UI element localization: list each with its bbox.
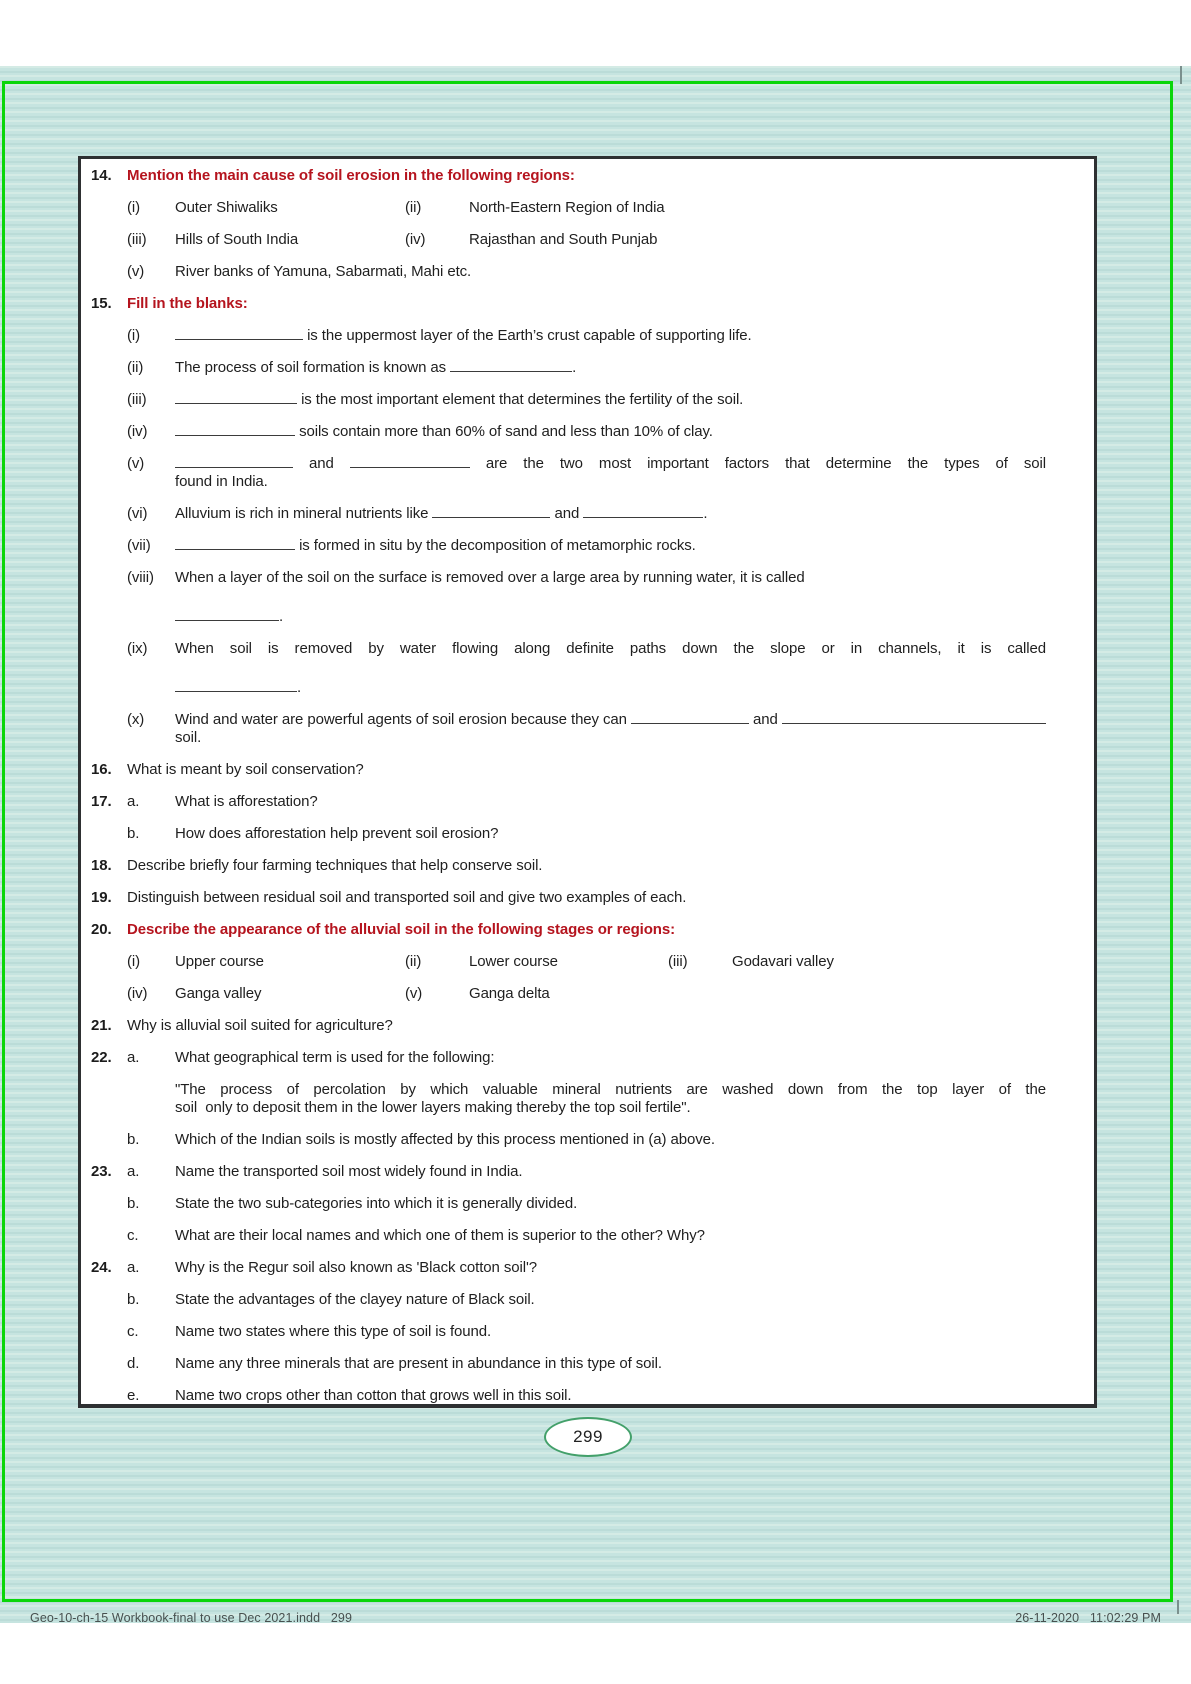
question-number: 19. <box>91 889 112 906</box>
question-subrow <box>91 1099 1046 1117</box>
question-text <box>175 391 1046 409</box>
fill-blank <box>175 432 295 436</box>
question-text <box>127 889 1046 907</box>
text-segment: Distinguish between residual soil and transported soil and give two examples of each. <box>127 889 687 906</box>
question-text <box>175 1081 1046 1099</box>
subitem-text: Upper course <box>175 953 264 970</box>
question-subrow <box>91 1387 1046 1405</box>
question-subrow <box>91 679 1046 697</box>
question-subrow <box>91 199 1046 217</box>
subitem-marker: (v) <box>127 263 145 280</box>
question-subrow <box>91 640 1046 658</box>
subitem-marker: (vi) <box>127 505 148 522</box>
question-text <box>175 1259 1046 1277</box>
text-segment: The process of soil formation is known as <box>175 359 451 376</box>
text-segment: Wind and water are powerful agents of soil erosion because they can <box>175 711 631 728</box>
subitem-marker: b. <box>127 825 140 842</box>
fill-blank <box>175 546 295 550</box>
questions-list <box>91 167 1046 1408</box>
subitem-marker: (ii) <box>405 953 422 970</box>
fill-blank <box>583 514 703 518</box>
text-segment: found in India. <box>175 473 268 490</box>
text-segment: and <box>293 455 350 472</box>
subitem-text: Rajasthan and South Punjab <box>469 231 658 248</box>
question-row <box>91 793 1046 811</box>
subitem-marker: b. <box>127 1291 140 1308</box>
question-subrow <box>91 825 1046 843</box>
workbook-page-background <box>0 66 1191 1623</box>
question-text <box>175 1227 1046 1245</box>
subitem-marker: e. <box>127 1387 140 1404</box>
question-text <box>175 263 1046 281</box>
question-subrow <box>91 359 1046 377</box>
question-text <box>175 679 1046 697</box>
questions-box <box>78 156 1097 1408</box>
subitem-marker: (ix) <box>127 640 148 657</box>
column-row <box>127 231 1046 249</box>
question-subrow <box>91 1355 1046 1373</box>
text-segment: When soil is removed by water flowing along definite paths down the slope or in channels, it is called <box>175 640 1046 657</box>
text-segment: are the two most important factors that determine the types of soil <box>469 455 1046 472</box>
text-segment: Why is the Regur soil also known as 'Black cotton soil'? <box>175 1259 537 1276</box>
question-text <box>175 1387 1046 1405</box>
text-segment: River banks of Yamuna, Sabarmati, Mahi etc. <box>175 263 472 280</box>
text-segment: Describe the appearance of the alluvial soil in the following stages or regions: <box>127 921 675 938</box>
subitem-marker: d. <box>127 1355 140 1372</box>
question-row <box>91 167 1046 185</box>
text-segment: Why is alluvial soil suited for agriculture? <box>127 1017 393 1034</box>
question-subrow <box>91 1227 1046 1245</box>
subitem-marker: (ii) <box>127 359 144 376</box>
subitem-text: Outer Shiwaliks <box>175 199 278 216</box>
footer-timestamp: 26-11-2020 11:02:29 PM <box>1015 1611 1161 1623</box>
question-subrow <box>91 569 1046 587</box>
subitem-marker: (x) <box>127 711 145 728</box>
question-text <box>175 640 1046 658</box>
subitem-marker: a. <box>127 1259 140 1276</box>
question-text <box>127 761 1046 779</box>
text-segment: How does afforestation help prevent soil erosion? <box>175 825 499 842</box>
subitem-marker: (vii) <box>127 537 151 554</box>
subitem-marker: b. <box>127 1131 140 1148</box>
text-segment: . <box>279 608 284 625</box>
question-text <box>127 857 1046 875</box>
subitem-marker: (iv) <box>127 423 148 440</box>
question-number: 24. <box>91 1259 112 1276</box>
text-segment: Describe briefly four farming techniques that help conserve soil. <box>127 857 543 874</box>
question-subrow <box>91 1131 1046 1149</box>
question-row <box>91 1049 1046 1067</box>
question-subrow <box>91 985 1046 1003</box>
text-segment: State the two sub-categories into which it is generally divided. <box>175 1195 578 1212</box>
question-subrow <box>91 953 1046 971</box>
subitem-marker: (i) <box>127 953 141 970</box>
question-number: 23. <box>91 1163 112 1180</box>
column-item <box>405 231 1046 249</box>
question-subrow <box>91 1291 1046 1309</box>
question-number: 17. <box>91 793 112 810</box>
subitem-marker: a. <box>127 1163 140 1180</box>
subitem-marker: c. <box>127 1323 139 1340</box>
text-segment: . <box>703 505 708 522</box>
question-text <box>175 1291 1046 1309</box>
subitem-marker: (iii) <box>668 953 688 970</box>
question-text <box>127 167 1046 185</box>
column-item <box>127 985 405 1003</box>
text-segment: is the most important element that determines the fertility of the soil. <box>297 391 744 408</box>
subitem-text: North-Eastern Region of India <box>469 199 665 216</box>
question-number: 16. <box>91 761 112 778</box>
text-segment: Fill in the blanks: <box>127 295 248 312</box>
question-subrow <box>91 1195 1046 1213</box>
crop-mark <box>1177 1600 1179 1614</box>
text-segment: . <box>297 679 302 696</box>
footer-filename: Geo-10-ch-15 Workbook-final to use Dec 2021.indd 299 <box>30 1611 353 1623</box>
question-text <box>175 1355 1046 1373</box>
question-text <box>175 825 1046 843</box>
subitem-marker: (i) <box>127 327 141 344</box>
question-text <box>175 1163 1046 1181</box>
text-segment: What are their local names and which one of them is superior to the other? Why? <box>175 1227 705 1244</box>
subitem-text: Godavari valley <box>732 953 834 970</box>
subitem-marker: (viii) <box>127 569 154 586</box>
question-subrow <box>91 729 1046 747</box>
question-subrow <box>91 423 1046 441</box>
question-text <box>175 1131 1046 1149</box>
question-text <box>175 359 1046 377</box>
question-subrow <box>91 505 1046 523</box>
question-text <box>175 423 1046 441</box>
column-row <box>127 953 1046 971</box>
text-segment: What is meant by soil conservation? <box>127 761 364 778</box>
question-text <box>175 455 1046 473</box>
question-text <box>175 1323 1046 1341</box>
question-row <box>91 761 1046 779</box>
subitem-marker: c. <box>127 1227 139 1244</box>
fill-blank <box>175 617 279 621</box>
subitem-marker: (i) <box>127 199 141 216</box>
subitem-marker: a. <box>127 793 140 810</box>
question-subrow <box>91 711 1046 729</box>
text-segment: State the advantages of the clayey nature of Black soil. <box>175 1291 535 1308</box>
column-row <box>127 199 1046 217</box>
fill-blank <box>175 688 297 692</box>
column-item <box>127 199 405 217</box>
subitem-marker: (v) <box>405 985 423 1002</box>
crop-mark <box>1180 66 1182 84</box>
question-text <box>127 295 1046 313</box>
page-number: 299 <box>573 1427 603 1446</box>
page-number-badge <box>544 1417 632 1457</box>
question-text <box>175 608 1046 626</box>
question-text <box>127 921 1046 939</box>
question-text <box>175 729 1046 747</box>
question-row <box>91 1163 1046 1181</box>
subitem-marker: (v) <box>127 455 145 472</box>
fill-blank <box>175 336 303 340</box>
fill-blank <box>450 368 572 372</box>
question-subrow <box>91 473 1046 491</box>
question-subrow <box>91 537 1046 555</box>
column-item <box>405 985 1046 1003</box>
subitem-marker: (iii) <box>127 231 147 248</box>
question-row <box>91 921 1046 939</box>
subitem-marker: (ii) <box>405 199 422 216</box>
question-subrow <box>91 455 1046 473</box>
question-text <box>175 537 1046 555</box>
text-segment: When a layer of the soil on the surface is removed over a large area by running water, it is called <box>175 569 805 586</box>
text-segment: What is afforestation? <box>175 793 318 810</box>
text-segment: Which of the Indian soils is mostly affected by this process mentioned in (a) above. <box>175 1131 715 1148</box>
subitem-text: Ganga delta <box>469 985 550 1002</box>
fill-blank <box>350 464 470 468</box>
fill-blank <box>631 720 749 724</box>
text-segment: Name two crops other than cotton that grows well in this soil. <box>175 1387 572 1404</box>
text-segment: and <box>748 711 782 728</box>
fill-blank <box>175 400 297 404</box>
question-number: 20. <box>91 921 112 938</box>
question-subrow <box>91 263 1046 281</box>
subitem-marker: (iii) <box>127 391 147 408</box>
question-text <box>175 1195 1046 1213</box>
text-segment: Name two states where this type of soil is found. <box>175 1323 492 1340</box>
question-row <box>91 857 1046 875</box>
question-row <box>91 1259 1046 1277</box>
question-text <box>175 327 1046 345</box>
fill-blank <box>782 720 1046 724</box>
fill-blank <box>175 464 293 468</box>
text-segment: What geographical term is used for the following: <box>175 1049 495 1066</box>
question-subrow <box>91 391 1046 409</box>
text-segment: soils contain more than 60% of sand and less than 10% of clay. <box>295 423 713 440</box>
question-text <box>175 711 1046 729</box>
subitem-marker: a. <box>127 1049 140 1066</box>
text-segment: and <box>550 505 584 522</box>
column-item <box>405 953 668 971</box>
text-segment: Name any three minerals that are present in abundance in this type of soil. <box>175 1355 662 1372</box>
question-subrow <box>91 1323 1046 1341</box>
question-subrow <box>91 1081 1046 1099</box>
text-segment: Mention the main cause of soil erosion in the following regions: <box>127 167 575 184</box>
text-segment: soil only to deposit them in the lower layers making thereby the top soil fertile". <box>175 1099 691 1116</box>
text-segment: Alluvium is rich in mineral nutrients like <box>175 505 433 522</box>
question-number: 22. <box>91 1049 112 1066</box>
column-item <box>127 953 405 971</box>
question-text <box>175 569 1046 587</box>
column-item <box>405 199 1046 217</box>
question-number: 18. <box>91 857 112 874</box>
text-segment: "The process of percolation by which valuable mineral nutrients are washed down from the top layer of the <box>175 1081 1046 1098</box>
question-text <box>175 505 1046 523</box>
text-segment: . <box>572 359 577 376</box>
subitem-text: Hills of South India <box>175 231 299 248</box>
question-number: 14. <box>91 167 112 184</box>
text-segment: soil. <box>175 729 202 746</box>
question-row <box>91 889 1046 907</box>
subitem-marker: b. <box>127 1195 140 1212</box>
question-text <box>127 1017 1046 1035</box>
question-text <box>175 1049 1046 1067</box>
column-item <box>127 231 405 249</box>
question-subrow <box>91 327 1046 345</box>
text-segment: is the uppermost layer of the Earth’s crust capable of supporting life. <box>303 327 752 344</box>
subitem-text: Lower course <box>469 953 558 970</box>
question-text <box>175 473 1046 491</box>
subitem-text: Ganga valley <box>175 985 262 1002</box>
question-number: 15. <box>91 295 112 312</box>
question-number: 21. <box>91 1017 112 1034</box>
text-segment: is formed in situ by the decomposition of metamorphic rocks. <box>295 537 696 554</box>
question-row <box>91 1017 1046 1035</box>
question-text <box>175 1099 1046 1117</box>
column-row <box>127 985 1046 1003</box>
subitem-marker: (iv) <box>127 985 148 1002</box>
subitem-marker: (iv) <box>405 231 426 248</box>
question-row <box>91 295 1046 313</box>
question-text <box>175 793 1046 811</box>
column-item <box>668 953 1046 971</box>
question-subrow <box>91 231 1046 249</box>
question-subrow <box>91 608 1046 626</box>
fill-blank <box>432 514 550 518</box>
text-segment: Name the transported soil most widely found in India. <box>175 1163 523 1180</box>
